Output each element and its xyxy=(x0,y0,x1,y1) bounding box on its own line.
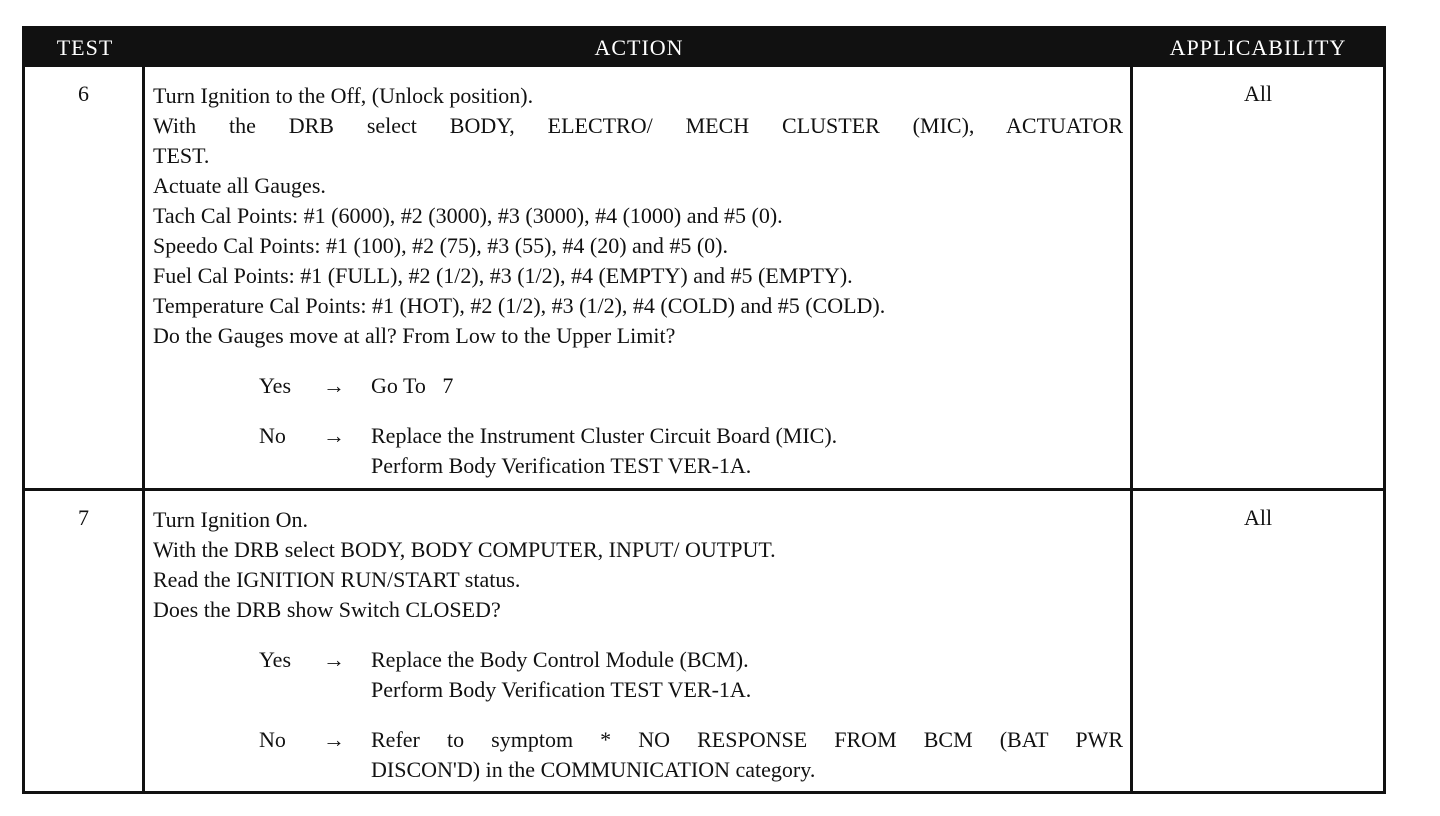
no-result-continued: DISCON'D) in the COMMUNICATION category. xyxy=(371,757,816,782)
yes-result-continued: Perform Body Verification TEST VER-1A. xyxy=(371,677,752,702)
action-line: Turn Ignition On. xyxy=(153,507,309,532)
action-line: Do the Gauges move at all? From Low to the Upper Limit? xyxy=(153,323,676,348)
header-action: ACTION xyxy=(594,35,684,60)
yes-branch xyxy=(153,645,1123,705)
table-row xyxy=(25,491,1383,791)
action-line: Fuel Cal Points: #1 (FULL), #2 (1/2), #3 (1/2), #4 (EMPTY) and #5 (EMPTY). xyxy=(153,263,853,288)
no-result-continued: Perform Body Verification TEST VER-1A. xyxy=(371,453,752,478)
table-row xyxy=(25,67,1383,488)
action-line: TEST. xyxy=(153,143,210,168)
yes-branch xyxy=(153,371,1123,401)
no-result: Refer to symptom * NO RESPONSE FROM BCM (BAT PWR xyxy=(371,727,1123,752)
test-number: 6 xyxy=(78,81,89,106)
action-line: Tach Cal Points: #1 (6000), #2 (3000), #3 (3000), #4 (1000) and #5 (0). xyxy=(153,203,783,228)
diagnostic-test-table xyxy=(22,26,1386,794)
action-line: With the DRB select BODY, ELECTRO/ MECH CLUSTER (MIC), ACTUATOR xyxy=(153,113,1123,138)
action-cell xyxy=(153,81,1123,481)
applicability-value: All xyxy=(1243,505,1273,530)
yes-label: Yes xyxy=(259,647,292,672)
no-branch xyxy=(153,421,1123,481)
table-header xyxy=(25,29,1383,67)
header-applicability: APPLICABILITY xyxy=(1169,35,1347,60)
action-line: Does the DRB show Switch CLOSED? xyxy=(153,597,501,622)
action-line: Read the IGNITION RUN/START status. xyxy=(153,567,521,592)
right-arrow-icon: → xyxy=(323,373,345,398)
no-label: No xyxy=(259,423,286,448)
action-line: Turn Ignition to the Off, (Unlock position). xyxy=(153,83,534,108)
test-number: 7 xyxy=(78,505,89,530)
applicability-value: All xyxy=(1243,81,1273,106)
header-test: TEST xyxy=(56,35,114,60)
yes-result: Go To 7 xyxy=(371,373,454,398)
yes-result: Replace the Body Control Module (BCM). xyxy=(371,647,749,672)
yes-label: Yes xyxy=(259,373,292,398)
action-line: With the DRB select BODY, BODY COMPUTER, INPUT/ OUTPUT. xyxy=(153,537,776,562)
right-arrow-icon: → xyxy=(323,423,345,448)
no-result: Replace the Instrument Cluster Circuit Board (MIC). xyxy=(371,423,838,448)
no-label: No xyxy=(259,727,286,752)
right-arrow-icon: → xyxy=(323,727,345,752)
action-line: Speedo Cal Points: #1 (100), #2 (75), #3 (55), #4 (20) and #5 (0). xyxy=(153,233,728,258)
no-branch xyxy=(153,725,1123,785)
action-line: Temperature Cal Points: #1 (HOT), #2 (1/2), #3 (1/2), #4 (COLD) and #5 (COLD). xyxy=(153,293,886,318)
action-cell xyxy=(153,505,1123,785)
action-line: Actuate all Gauges. xyxy=(153,173,326,198)
right-arrow-icon: → xyxy=(323,647,345,672)
